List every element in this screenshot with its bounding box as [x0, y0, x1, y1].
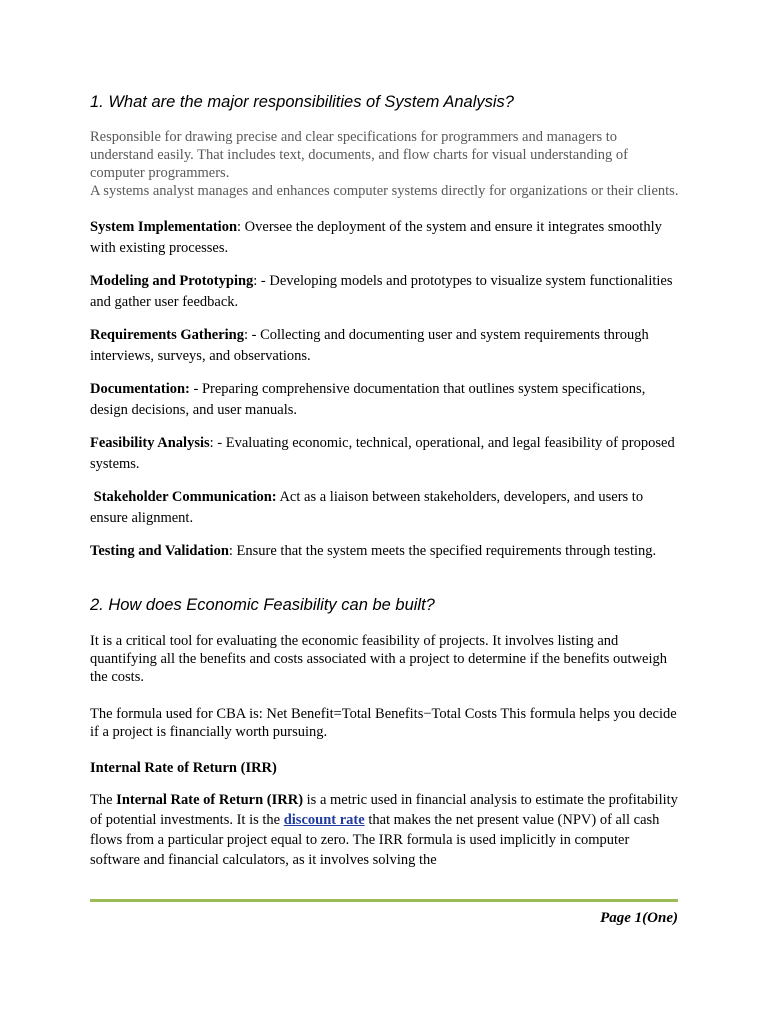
responsibility-text: Act as a liaison between stakeholders, developers, and users to ensure alignment. [90, 489, 647, 526]
responsibility-item [90, 325, 680, 367]
irr-text-middle: is a metric used in financial analysis to estimate the profitability of potential investments. It is the [90, 792, 678, 828]
irr-heading: Internal Rate of Return (IRR) [90, 760, 277, 776]
responsibility-item [90, 487, 680, 529]
responsibility-text: : - Developing models and prototypes to visualize system functionalities and gather user feedback. [90, 273, 673, 310]
responsibility-text: - Preparing comprehensive documentation that outlines system specifications, design decisions, and user manuals. [90, 381, 646, 418]
responsibility-text: : Ensure that the system meets the specified requirements through testing. [228, 543, 657, 559]
responsibility-term: Feasibility Analysis [90, 435, 210, 451]
irr-text-end: that makes the net present value (NPV) of all cash flows from a particular project equal to zero. The IRR formula is used implicitly in computer software and financial calculators, as it involves solving the [90, 812, 660, 868]
responsibility-text: : - Evaluating economic, technical, operational, and legal feasibility of proposed systems. [90, 435, 675, 472]
irr-paragraph [90, 790, 680, 870]
irr-term: Internal Rate of Return (IRR) [116, 792, 304, 808]
intro-paragraph-2: A systems analyst manages and enhances computer systems directly for organizations or their clients. [90, 183, 679, 199]
responsibility-term: Testing and Validation [90, 543, 229, 559]
discount-rate-link[interactable]: discount rate [283, 812, 365, 828]
responsibility-item [90, 379, 680, 421]
responsibility-item [90, 217, 680, 259]
question-2-heading: 2. How does Economic Feasibility can be built? [90, 596, 435, 614]
responsibility-item [90, 433, 680, 475]
responsibility-term: Stakeholder Communication: [90, 489, 277, 505]
responsibility-term: Modeling and Prototyping [90, 273, 254, 289]
irr-text-start: The [90, 792, 117, 808]
cba-paragraph: It is a critical tool for evaluating the economic feasibility of projects. It involves listing and quantifying all the benefits and costs associated with a project to determine if the benefits outweigh the costs. [90, 633, 668, 685]
responsibility-item [90, 271, 680, 313]
page-number-footer: Page 1(One) [600, 910, 678, 926]
intro-paragraph-1: Responsible for drawing precise and clear specifications for programmers and managers to understand easily. That includes text, documents, and flow charts for visual understanding of computer programmers. [90, 129, 628, 181]
responsibility-text: : - Collecting and documenting user and system requirements through interviews, surveys, and observations. [90, 327, 649, 364]
responsibility-text: : Oversee the deployment of the system and ensure it integrates smoothly with existing processes. [90, 219, 662, 256]
responsibility-item [90, 541, 680, 562]
responsibility-term: Documentation: [90, 381, 190, 397]
footer-divider [90, 899, 678, 902]
responsibility-term: System Implementation [90, 219, 238, 235]
cba-formula-paragraph: The formula used for CBA is: Net Benefit=Total Benefits−Total Costs This formula helps you decide if a project is financially worth pursuing. [90, 706, 677, 740]
responsibility-term: Requirements Gathering [90, 327, 244, 343]
question-1-heading: 1. What are the major responsibilities of System Analysis? [90, 93, 514, 111]
